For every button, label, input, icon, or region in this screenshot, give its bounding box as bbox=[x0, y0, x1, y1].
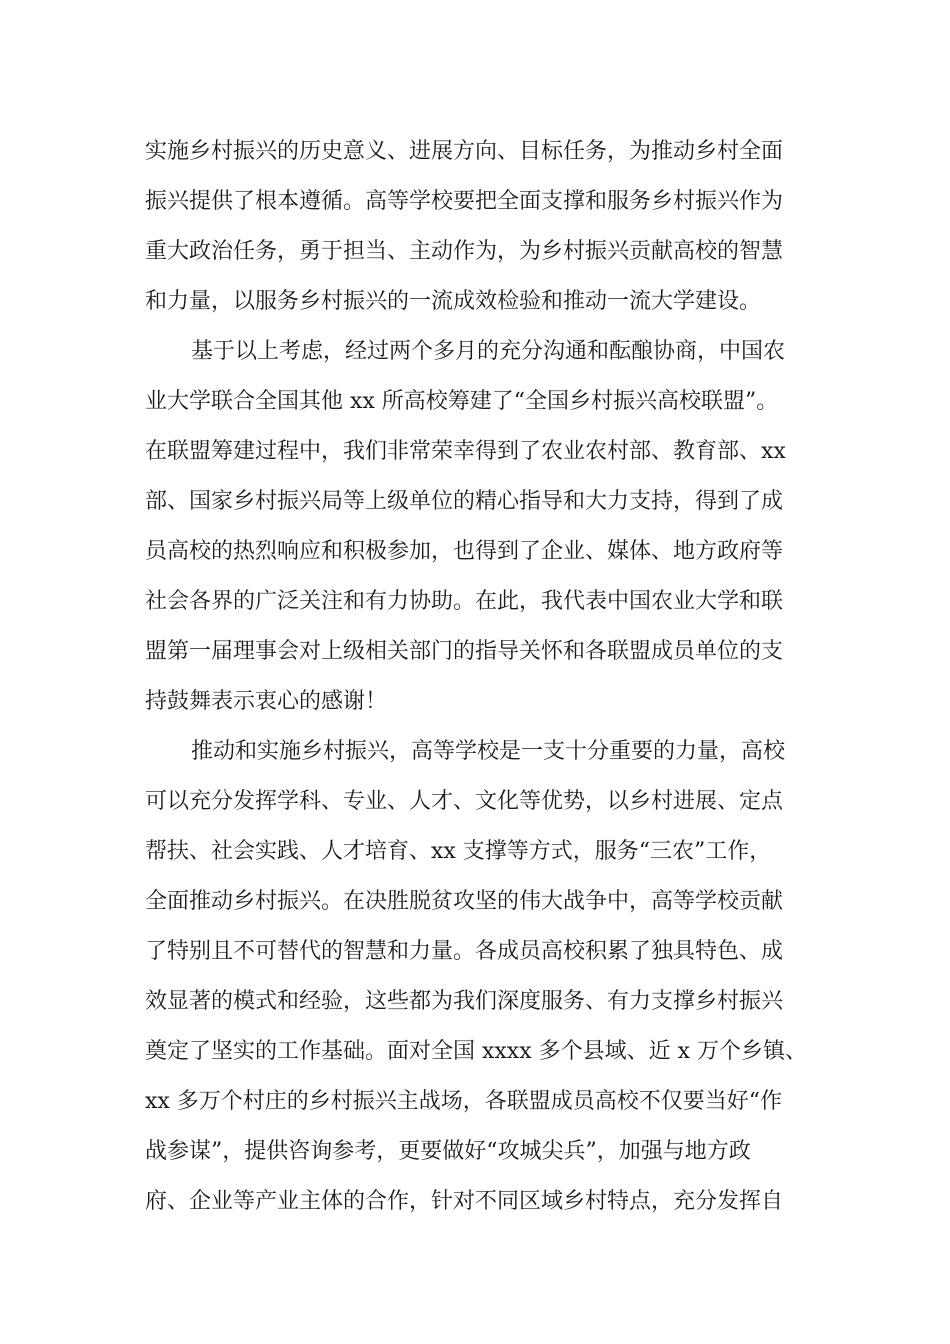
text-line: 员高校的热烈响应和积极参加，也得到了企业、媒体、地方政府等 bbox=[145, 539, 784, 564]
paragraph-first-line: 基于以上考虑，经过两个多月的充分沟通和酝酿协商，中国农 bbox=[191, 339, 786, 364]
text-line: 社会各界的广泛关注和有力协助。在此，我代表中国农业大学和联 bbox=[145, 589, 784, 614]
text-line: 振兴提供了根本遵循。高等学校要把全面支撑和服务乡村振兴作为 bbox=[145, 189, 784, 214]
text-line: 帮扶、社会实践、人才培育、xx 支撑等方式，服务“三农”工作， bbox=[145, 839, 772, 864]
text-line: 效显著的模式和经验，这些都为我们深度服务、有力支撑乡村振兴 bbox=[145, 989, 784, 1014]
text-line: 业大学联合全国其他 xx 所高校筹建了“全国乡村振兴高校联盟”。 bbox=[145, 389, 779, 414]
text-line: 了特别且不可替代的智慧和力量。各成员高校积累了独具特色、成 bbox=[145, 939, 784, 964]
text-line: 重大政治任务，勇于担当、主动作为，为乡村振兴贡献高校的智慧 bbox=[145, 239, 784, 264]
text-line: 盟第一届理事会对上级相关部门的指导关怀和各联盟成员单位的支 bbox=[145, 639, 784, 664]
text-line: xx 多万个村庄的乡村振兴主战场，各联盟成员高校不仅要当好“作 bbox=[145, 1089, 783, 1114]
text-line: 奠定了坚实的工作基础。面对全国 xxxx 多个县域、近 x 万个乡镇、 bbox=[145, 1039, 808, 1064]
text-line: 战参谋”，提供咨询参考，更要做好“攻城尖兵”，加强与地方政 bbox=[145, 1139, 751, 1164]
text-line: 部、国家乡村振兴局等上级单位的精心指导和大力支持，得到了成 bbox=[145, 489, 784, 514]
text-line: 持鼓舞表示衷心的感谢！ bbox=[145, 689, 388, 714]
paragraph-first-line: 推动和实施乡村振兴，高等学校是一支十分重要的力量，高校 bbox=[191, 739, 786, 764]
text-line: 实施乡村振兴的历史意义、进展方向、目标任务，为推动乡村全面 bbox=[145, 139, 784, 164]
text-line: 全面推动乡村振兴。在决胜脱贫攻坚的伟大战争中，高等学校贡献 bbox=[145, 889, 784, 914]
text-line: 可以充分发挥学科、专业、人才、文化等优势，以乡村进展、定点 bbox=[145, 789, 784, 814]
text-line: 在联盟筹建过程中，我们非常荣幸得到了农业农村部、教育部、xx bbox=[145, 439, 786, 464]
text-line: 府、企业等产业主体的合作，针对不同区域乡村特点，充分发挥自 bbox=[145, 1189, 784, 1214]
text-line: 和力量，以服务乡村振兴的一流成效检验和推动一流大学建设。 bbox=[145, 289, 762, 314]
